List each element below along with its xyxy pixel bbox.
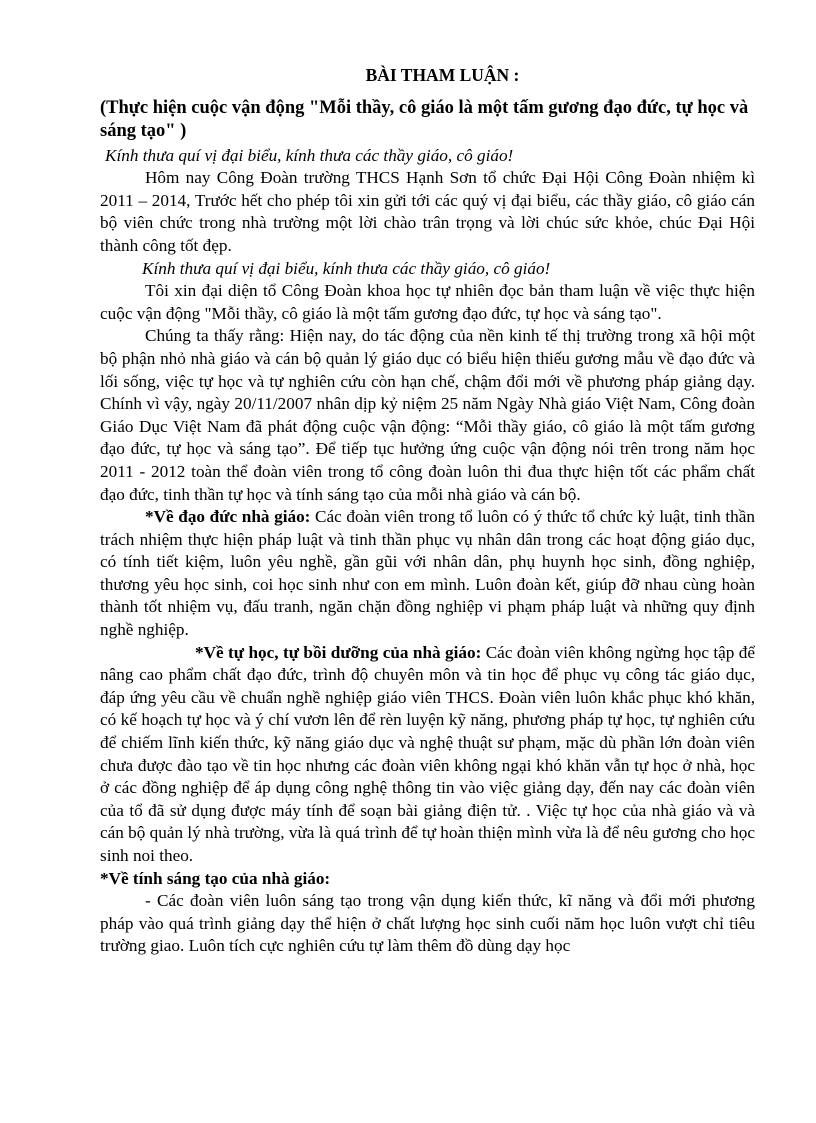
document-subtitle: (Thực hiện cuộc vận động "Mỗi thầy, cô giáo là một tấm gương đạo đức, tự học và sáng tạo" )	[100, 97, 749, 141]
paragraph-opening: Hôm nay Công Đoàn trường THCS Hạnh Sơn tổ chức Đại Hội Công Đoàn nhiệm kì 2011 – 2014, Trước hết cho phép tôi xin gửi tới các quý vị đại biểu, các thầy giáo, cô giáo cán bộ viên chức trong nhà trường một lời chào trân trọng và lời chúc sức khỏe, chúc Đại Hội thành công tốt đẹp.	[100, 168, 755, 255]
paragraph-introduction: Tôi xin đại diện tổ Công Đoàn khoa học tự nhiên đọc bản tham luận về việc thực hiện cuộc vận động "Mỗi thầy, cô giáo là một tấm gương đạo đức, tự học và sáng tạo".	[100, 281, 755, 323]
greeting-1: Kính thưa quí vị đại biểu, kính thưa các thầy giáo, cô giáo!	[105, 145, 514, 165]
greeting-2: Kính thưa quí vị đại biểu, kính thưa các thầy giáo, cô giáo!	[142, 258, 551, 278]
section-ethics-heading: *Về đạo đức nhà giáo:	[145, 507, 311, 527]
section-creativity-heading: *Về tính sáng tạo của nhà giáo:	[100, 868, 331, 888]
document-title: BÀI THAM LUẬN :	[365, 65, 520, 85]
section-creativity-body: - Các đoàn viên luôn sáng tạo trong vận dụng kiến thức, kĩ năng và đổi mới phương pháp vào quá trình giảng dạy thể hiện ở chất lượng học sinh cuối năm học luôn vượt chỉ tiêu trường giao. Luôn tích cực nghiên cứu tự làm thêm đồ dùng dạy học	[100, 891, 755, 956]
document-page	[100, 64, 755, 958]
paragraph-context: Chúng ta thấy rằng: Hiện nay, do tác động của nền kinh tế thị trường trong xã hội một bộ phận nhỏ nhà giáo và cán bộ quản lý giáo dục có biểu hiện thiếu gương mẫu về đạo đức và lối sống, việc tự học và tự nghiên cứu còn hạn chế, chậm đổi mới về phương pháp giảng dạy. Chính vì vậy, ngày 20/11/2007 nhân dịp kỷ niệm 25 năm Ngày Nhà giáo Việt Nam, Công đoàn Giáo Dục Việt Nam đã phát động cuộc vận động: “Mỗi thầy giáo, cô giáo là một tấm gương đạo đức, tự học và sáng tạo”. Để tiếp tục hưởng ứng cuộc vận động nói trên trong năm học 2011 - 2012 toàn thể đoàn viên trong tổ công đoàn luôn thi đua thực hiện tốt các phẩm chất đạo đức, tinh thần tự học và tính sáng tạo của mỗi nhà giáo và cán bộ.	[100, 326, 755, 504]
section-self-study	[100, 642, 755, 868]
section-ethics	[100, 506, 755, 642]
section-self-study-body: Các đoàn viên không ngừng học tập để nâng cao phẩm chất đạo đức, trình độ chuyên môn và tin học để phục vụ công tác giáo dục, đáp ứng yêu cầu về chuẩn nghề nghiệp giáo viên THCS. Đoàn viên luôn khắc phục khó khăn, có kế hoạch tự học và ý chí vươn lên để rèn luyện kỹ năng, phương pháp tự học, tự nghiên cứu để chiếm lĩnh kiến thức, kỹ năng giáo dục và nghệ thuật sư phạm, mặc dù phần lớn đoàn viên chưa được đào tạo về tin học nhưng các đoàn viên không ngại khó khăn vẫn tự học ở nhà, học ở các đồng nghiệp để áp dụng công nghệ thông tin vào việc giảng dạy, đến nay các đoàn viên của tổ đã sử dụng được máy tính để soạn bài giảng điện tử. . Việc tự học của nhà giáo và và cán bộ quản lý nhà trường, vừa là quá trình để tự hoàn thiện mình vừa là để nêu gương cho học sinh noi theo.	[100, 642, 755, 865]
section-self-study-heading: *Về tự học, tự bồi dưỡng của nhà giáo:	[195, 642, 482, 662]
section-ethics-body: Các đoàn viên trong tổ luôn có ý thức tổ chức kỷ luật, tinh thần trách nhiệm thực hiện pháp luật và tinh thần phục vụ nhân dân trong các hoạt động giáo dục, có tính tiết kiệm, luôn yêu nghề, gần gũi với nhân dân, phụ huynh học sinh, đồng nghiệp, thương yêu học sinh, coi học sinh như con em mình. Luôn đoàn kết, giúp đỡ nhau cùng hoàn thành tốt nhiệm vụ, đấu tranh, ngăn chặn đồng nghiệp vi phạm pháp luật và những quy định nghề nghiệp.	[100, 507, 755, 640]
